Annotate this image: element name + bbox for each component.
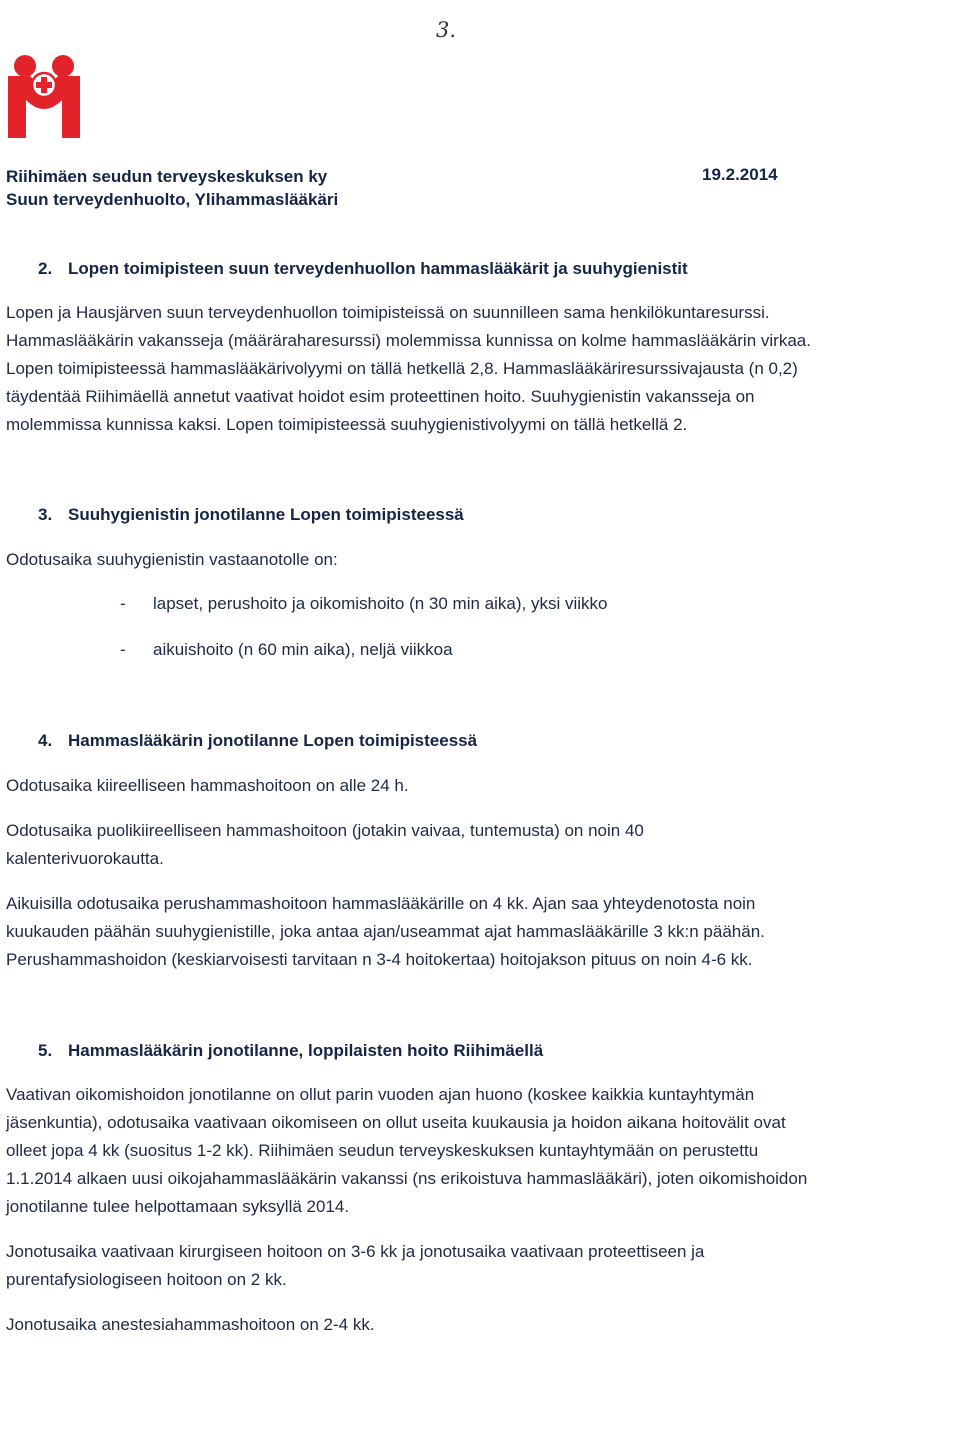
section-3-intro xyxy=(6,546,876,574)
paragraph-line: kuukauden päähän suuhygienistille, joka antaa ajan/useammat ajat hammaslääkärille 3 kk:n päähän. xyxy=(6,922,765,941)
section-5-paragraph xyxy=(6,1311,876,1339)
list-item xyxy=(120,594,720,618)
section-5-heading xyxy=(38,1041,543,1061)
paragraph-line: Vaativan oikomishoidon jonotilanne on ollut parin vuoden ajan huono (koskee kaikkia kuntayhtymän xyxy=(6,1085,755,1104)
section-number: 4. xyxy=(38,731,53,750)
section-number: 2. xyxy=(38,259,53,278)
department-name: Suun terveydenhuolto, Ylihammaslääkäri xyxy=(6,190,339,209)
paragraph-line: jonotilanne tulee helpottamaan syksyllä 2014. xyxy=(6,1197,350,1216)
section-2-heading xyxy=(38,259,688,279)
section-4-paragraph xyxy=(6,817,876,873)
section-4-paragraph xyxy=(6,890,876,974)
organization-logo xyxy=(8,52,80,138)
bullet-dash: - xyxy=(120,594,126,613)
paragraph-line: Jonotusaika anestesiahammashoitoon on 2-4 kk. xyxy=(6,1315,375,1334)
paragraph-line: Odotusaika kiireelliseen hammashoitoon on alle 24 h. xyxy=(6,776,409,795)
paragraph-line: Aikuisilla odotusaika perushammashoitoon hammaslääkärille on 4 kk. Ajan saa yhteydenotosta noin xyxy=(6,894,756,913)
section-3-heading xyxy=(38,505,464,525)
page-number: 3. xyxy=(436,18,457,42)
section-2-paragraph xyxy=(6,299,876,439)
organization-header xyxy=(6,165,338,211)
section-title: Lopen toimipisteen suun terveydenhuollon hammaslääkärit ja suuhygienistit xyxy=(68,259,688,278)
document-date: 19.2.2014 xyxy=(702,165,778,184)
section-title: Suuhygienistin jonotilanne Lopen toimipisteessä xyxy=(68,505,464,524)
section-4-paragraph xyxy=(6,772,876,800)
paragraph-line: 1.1.2014 alkaen uusi oikojahammaslääkärin vakanssi (ns erikoistuva hammaslääkäri), joten oikomishoidon xyxy=(6,1169,808,1188)
paragraph-line: Perushammashoidon (keskiarvoisesti tarvitaan n 3-4 hoitokertaa) hoitojakson pituus on noin 4-6 kk. xyxy=(6,950,753,969)
section-5-paragraph xyxy=(6,1081,876,1221)
section-title: Hammaslääkärin jonotilanne, loppilaisten hoito Riihimäellä xyxy=(68,1041,544,1060)
section-title: Hammaslääkärin jonotilanne Lopen toimipisteessä xyxy=(68,731,478,750)
paragraph-line: Hammaslääkärin vakansseja (määräraharesurssi) molemmissa kunnissa on kolme hammaslääkärin virkaa. xyxy=(6,331,811,350)
list-item-text: lapset, perushoito ja oikomishoito (n 30 min aika), yksi viikko xyxy=(153,594,608,613)
paragraph-line: Jonotusaika vaativaan kirurgiseen hoitoon on 3-6 kk ja jonotusaika vaativaan proteettiseen ja xyxy=(6,1242,705,1261)
section-5-paragraph xyxy=(6,1238,876,1294)
paragraph-line: Odotusaika puolikiireelliseen hammashoitoon (jotakin vaivaa, tuntemusta) on noin 40 xyxy=(6,821,644,840)
paragraph-line: jäsenkuntia), odotusaika vaativaan oikomiseen on ollut useita kuukausia ja hoidon aikana hoitovälit ovat xyxy=(6,1113,786,1132)
list-item-text: aikuishoito (n 60 min aika), neljä viikkoa xyxy=(153,640,453,659)
paragraph-line: Lopen toimipisteessä hammaslääkärivolyymi on tällä hetkellä 2,8. Hammaslääkäriresurssivajausta (n 0,2) xyxy=(6,359,798,378)
paragraph-line: Lopen ja Hausjärven suun terveydenhuollon toimipisteissä on suunnilleen sama henkilökuntaresurssi. xyxy=(6,303,770,322)
paragraph-line: purentafysiologiseen hoitoon on 2 kk. xyxy=(6,1270,287,1289)
paragraph-line: Odotusaika suuhygienistin vastaanotolle on: xyxy=(6,550,338,569)
paragraph-line: täydentää Riihimäellä annetut vaativat hoidot esim proteettinen hoito. Suuhygienistin vakansseja on xyxy=(6,387,755,406)
section-number: 3. xyxy=(38,505,53,524)
paragraph-line: kalenterivuorokautta. xyxy=(6,849,164,868)
section-4-heading xyxy=(38,731,477,751)
organization-name: Riihimäen seudun terveyskeskuksen ky xyxy=(6,167,328,186)
list-item xyxy=(120,640,720,664)
section-number: 5. xyxy=(38,1041,53,1060)
paragraph-line: olleet jopa 4 kk (suositus 1-2 kk). Riihimäen seudun terveyskeskuksen kuntayhtymään on perustettu xyxy=(6,1141,759,1160)
paragraph-line: molemmissa kunnissa kaksi. Lopen toimipisteessä suuhygienistivolyymi on tällä hetkellä 2. xyxy=(6,415,688,434)
bullet-dash: - xyxy=(120,640,126,659)
